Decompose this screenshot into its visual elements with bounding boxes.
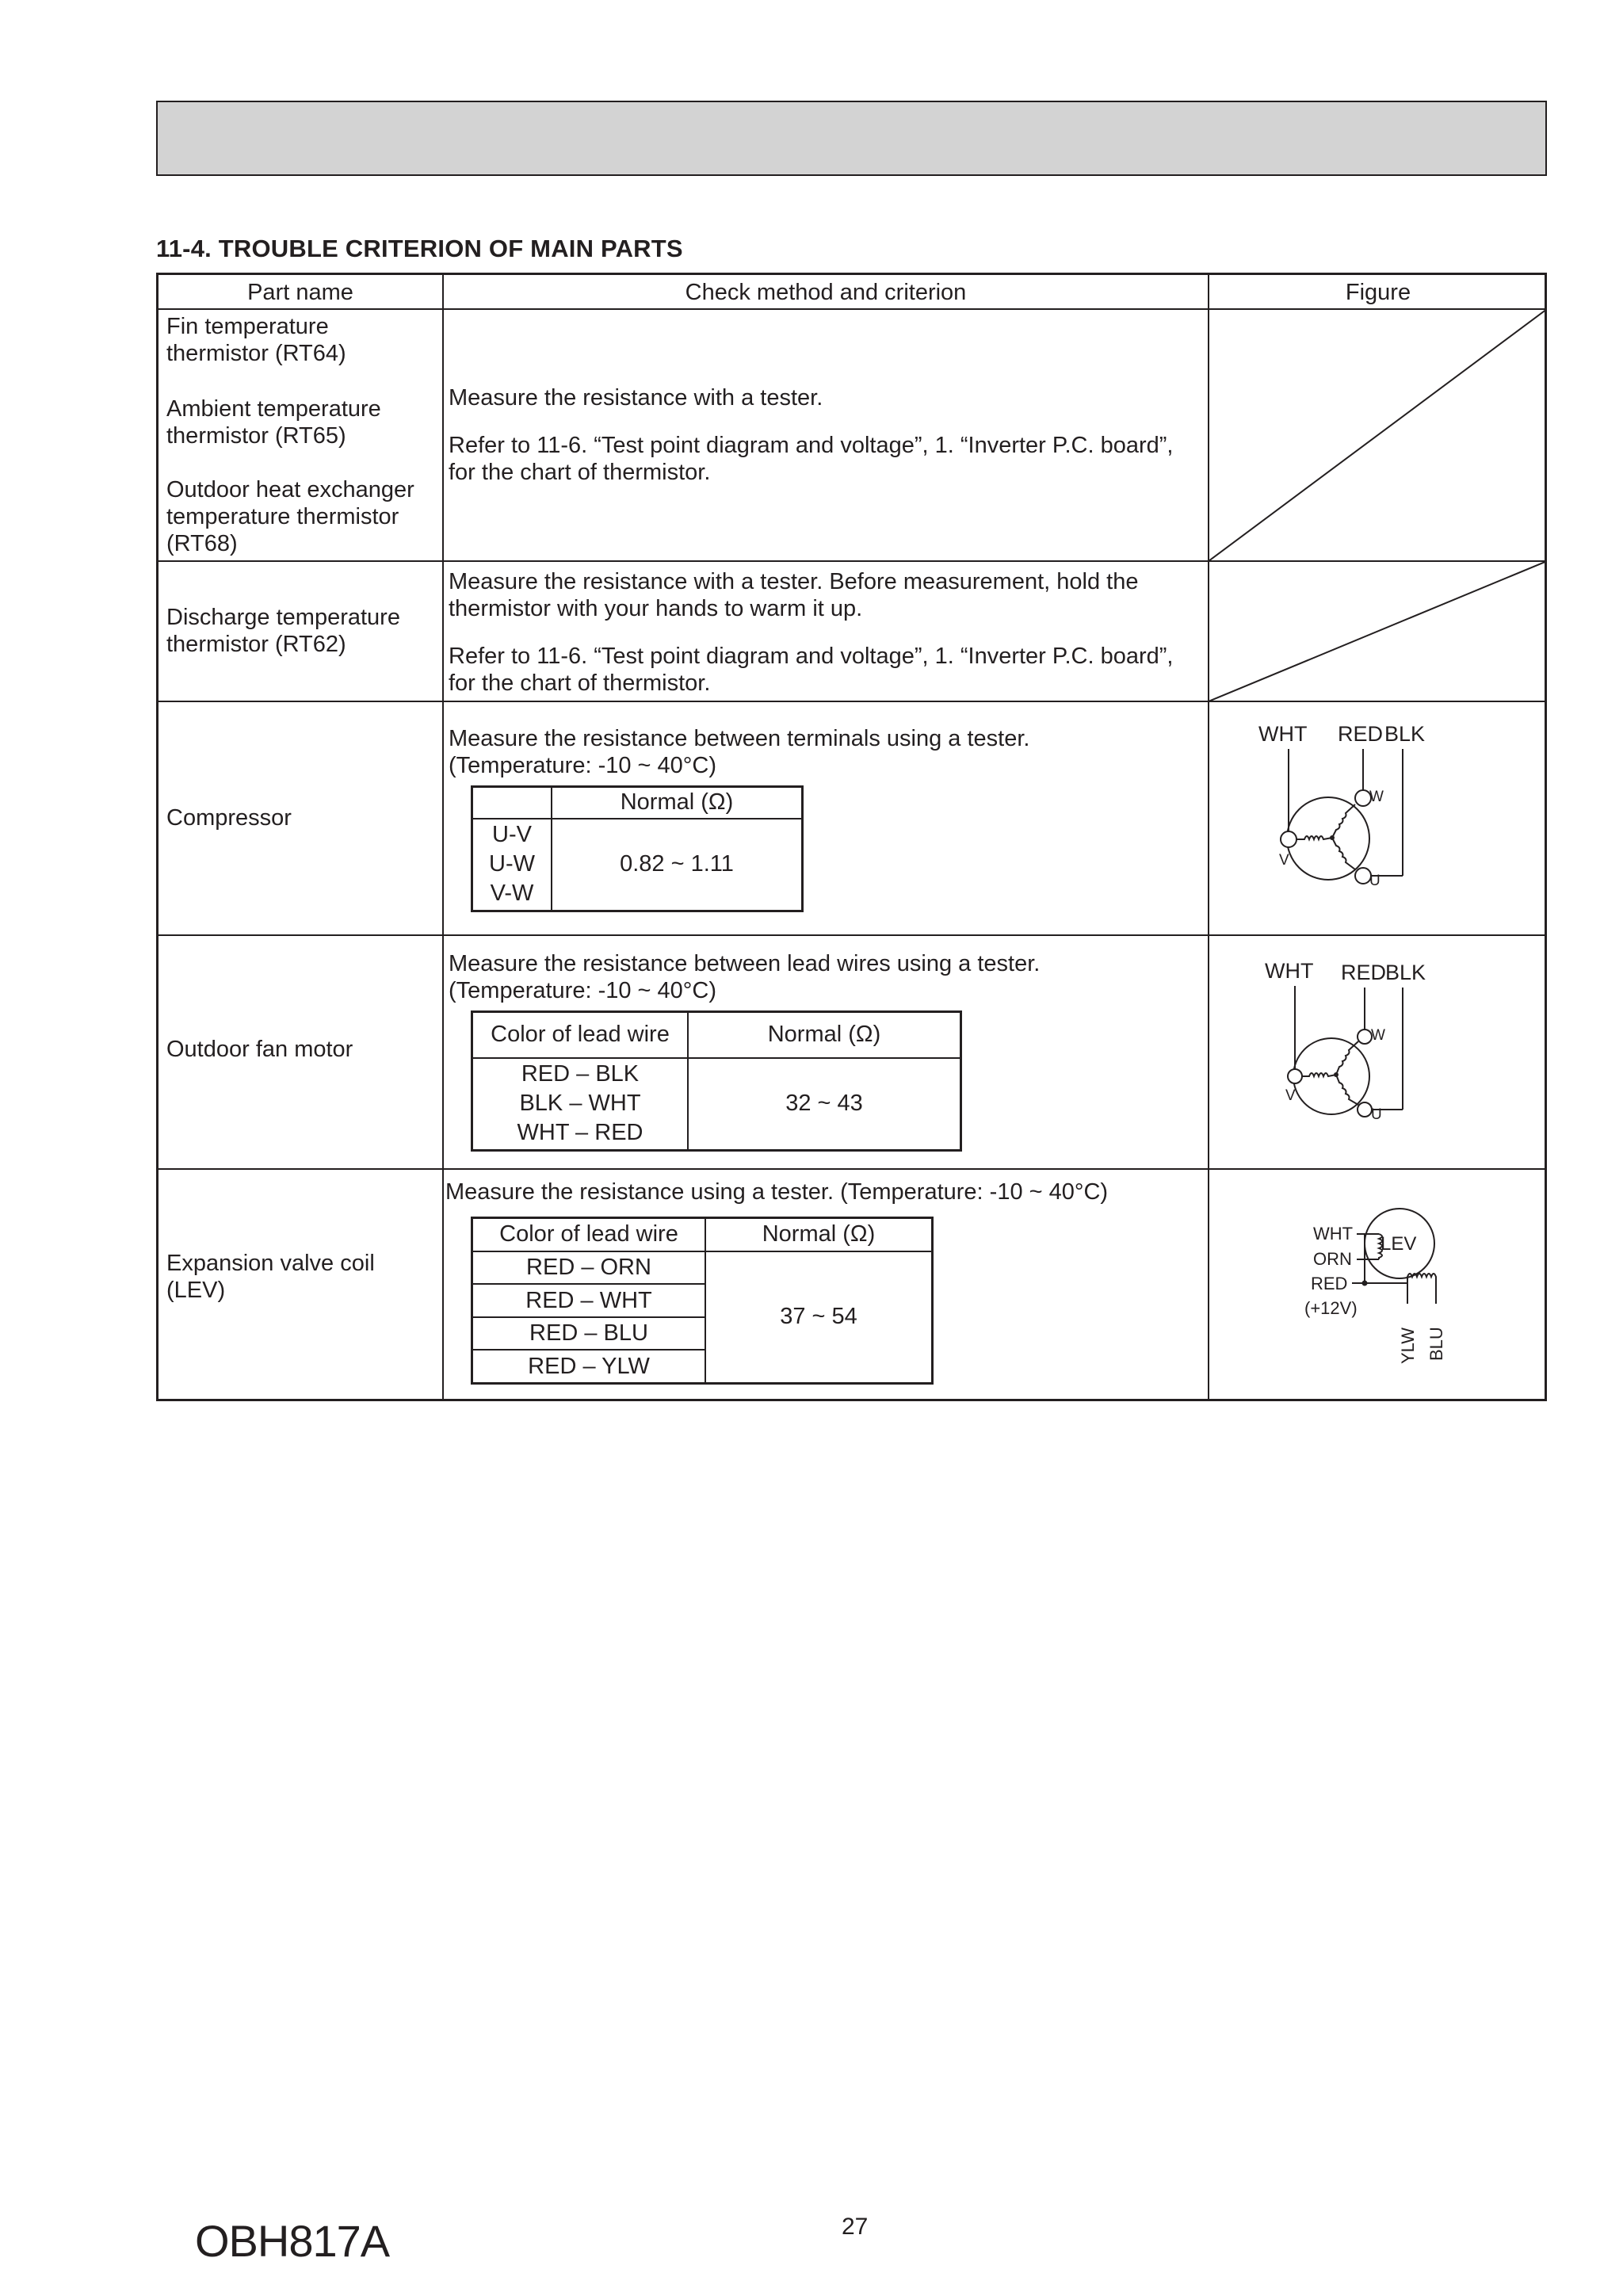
normal-value: 32 ~ 43 xyxy=(688,1058,961,1151)
label-wht: WHT xyxy=(1265,959,1314,983)
header-normal: Normal (Ω) xyxy=(688,1012,961,1058)
label-u: U xyxy=(1371,1106,1382,1123)
normal-value: 37 ~ 54 xyxy=(705,1251,933,1384)
compressor-wiring-figure xyxy=(1209,701,1547,938)
label-w: W xyxy=(1369,789,1384,805)
label-w: W xyxy=(1371,1027,1385,1044)
label-blu: BLU xyxy=(1426,1327,1446,1361)
fan-motor-resistance-table xyxy=(471,1010,962,1152)
label-blk: BLK xyxy=(1385,961,1426,984)
header-normal: Normal (Ω) xyxy=(552,787,803,819)
label-wht: WHT xyxy=(1258,722,1308,746)
header-part-name: Part name xyxy=(247,280,353,305)
label-blk: BLK xyxy=(1384,722,1426,746)
part-name-fin-thermistor: Fin temperature thermistor (RT64) xyxy=(166,314,346,366)
label-voltage: (+12V) xyxy=(1304,1298,1358,1318)
check-method-thermistor: Measure the resistance with a tester. Refer to 11-6. “Test point diagram and voltage”, 1. “Inverter P.C. board”, for the chart of thermistor. xyxy=(449,385,1174,485)
part-name-compressor: Compressor xyxy=(166,805,292,831)
part-name-expansion-valve-coil: Expansion valve coil (LEV) xyxy=(166,1251,375,1303)
header-figure: Figure xyxy=(1345,280,1411,305)
compressor-resistance-table xyxy=(471,785,804,912)
fan-motor-wiring-figure xyxy=(1209,935,1547,1172)
wire-pair: RED – BLU xyxy=(472,1317,706,1350)
header-terminal xyxy=(472,787,552,819)
part-name-discharge-thermistor: Discharge temperature thermistor (RT62) xyxy=(166,605,400,657)
label-orn: ORN xyxy=(1313,1249,1352,1269)
label-red: RED xyxy=(1341,961,1387,984)
check-method-discharge-thermistor: Measure the resistance with a tester. Before measurement, hold the thermistor with your hands to warm it up. Refer to 11-6. “Test point diagram and voltage”, 1. “Inverter P.C. board”, for the chart of thermistor. xyxy=(449,569,1174,696)
terminal-list: U-V U-W V-W xyxy=(472,819,552,911)
label-red: RED xyxy=(1338,722,1384,746)
wire-pair: RED – WHT xyxy=(472,1284,706,1317)
part-name-outdoor-fan-motor: Outdoor fan motor xyxy=(166,1037,353,1062)
label-ylw: YLW xyxy=(1398,1327,1418,1364)
column-divider xyxy=(442,275,444,1399)
header-normal: Normal (Ω) xyxy=(705,1218,933,1251)
label-v: V xyxy=(1279,852,1289,869)
header-check-method: Check method and criterion xyxy=(685,280,967,305)
label-v: V xyxy=(1285,1087,1296,1104)
label-lev: LEV xyxy=(1381,1233,1417,1255)
label-u: U xyxy=(1369,873,1381,889)
lev-resistance-table xyxy=(471,1217,934,1385)
check-method-outdoor-fan-motor: Measure the resistance between lead wires using a tester. (Temperature: -10 ~ 40°C) xyxy=(449,951,1041,1003)
wire-pair: RED – YLW xyxy=(472,1350,706,1383)
label-red: RED xyxy=(1311,1274,1348,1293)
part-name-ambient-thermistor: Ambient temperature thermistor (RT65) xyxy=(166,396,381,449)
wire-pair-list: RED – BLK BLK – WHT WHT – RED xyxy=(472,1058,689,1151)
header-bar xyxy=(156,101,1547,176)
check-method-compressor: Measure the resistance between terminals using a tester. (Temperature: -10 ~ 40°C) xyxy=(449,726,1030,778)
normal-value: 0.82 ~ 1.11 xyxy=(552,819,803,911)
section-title: 11-4. TROUBLE CRITERION OF MAIN PARTS xyxy=(156,235,683,262)
part-name-heat-exchanger-thermistor: Outdoor heat exchanger temperature thermistor (RT68) xyxy=(166,477,414,556)
header-color-of-lead-wire: Color of lead wire xyxy=(472,1012,689,1058)
empty-figure-diagonal xyxy=(1209,561,1547,701)
document-code: OBH817A xyxy=(195,2216,390,2266)
header-color-of-lead-wire: Color of lead wire xyxy=(472,1218,706,1251)
wire-pair: RED – ORN xyxy=(472,1251,706,1285)
empty-figure-diagonal xyxy=(1209,309,1547,561)
check-method-expansion-valve: Measure the resistance using a tester. (Temperature: -10 ~ 40°C) xyxy=(445,1179,1109,1205)
page-number: 27 xyxy=(842,2214,869,2240)
label-wht: WHT xyxy=(1313,1224,1354,1244)
lev-wiring-figure xyxy=(1209,1169,1547,1405)
trouble-criterion-table xyxy=(156,273,1547,1401)
